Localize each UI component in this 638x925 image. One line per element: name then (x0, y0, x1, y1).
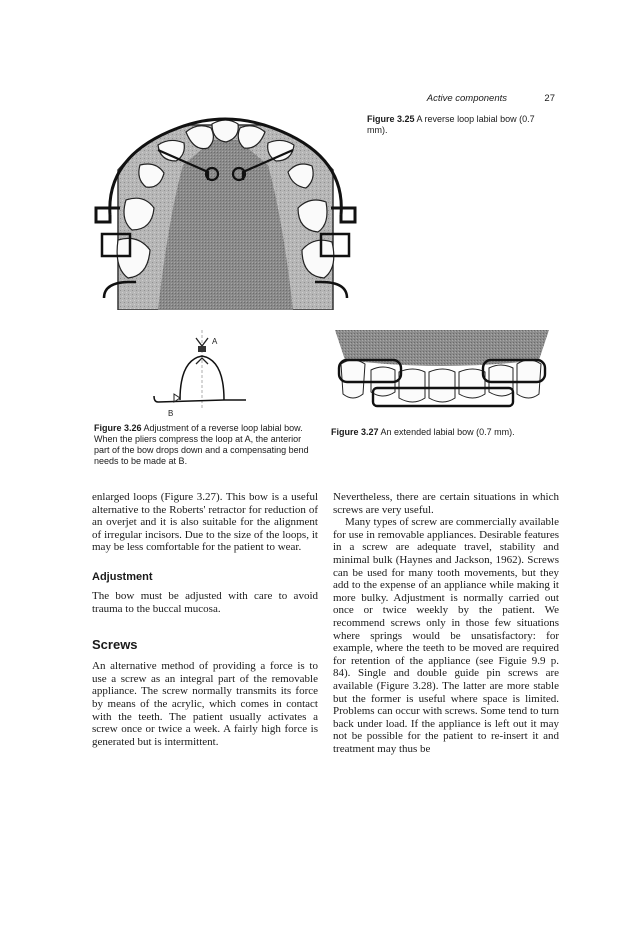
right-paragraph-2: Many types of screw are commercially available for use in removable appliances. Desirable features in a screw are adequate travel, stability and minimal bulk (Haynes and Jackson, 1962). Screws can be used for many tooth movements, but they add to the expense of an appliance while making it more bulky. Adjustment is normally carried out once or twice weekly by the patient. We recommend screws only in those few situations where springs would be unsatisfactory: for example, where the teeth to be moved are required for retention of the appliance (see Figuie 9.9 p. 84). Single and double guide pin screws are available (Figure 3.28). The latter are more stable but the former is useful where space is limited. Problems can occur with screws. Some tend to turn back under load. If the appliance is left out it may not be possible for the patient to re-insert it and treatment may thus be (333, 516, 559, 755)
adjustment-paragraph: The bow must be adjusted with care to avoid trauma to the buccal mucosa. (92, 589, 318, 615)
figure-3-26-label: Figure 3.26 (94, 423, 142, 433)
figure-3-27-caption-text: An extended labial bow (0.7 mm). (380, 427, 515, 437)
figure-3-25-caption (367, 114, 547, 136)
right-column (333, 491, 559, 755)
figure-3-26-caption-text: Adjustment of a reverse loop labial bow. When the pliers compress the loop at A, the anterior part of the bow drops down and a compensating bend needs to be made at B. (94, 423, 309, 466)
left-paragraph-1: enlarged loops (Figure 3.27). This bow is a useful alternative to the Roberts' retractor for reduction of an overjet and it is also suitable for the alignment of irregular incisors. Due to the size of the loops, it may be less comfortable for the patient to wear. (92, 491, 318, 554)
point-b-label: B (168, 409, 174, 418)
left-column (92, 491, 318, 748)
adjustment-heading: Adjustment (92, 570, 153, 583)
screws-heading: Screws (92, 637, 138, 653)
header-title: Active components (426, 93, 507, 104)
right-paragraph-1: Nevertheless, there are certain situations in which screws are very useful. (333, 491, 559, 516)
figure-3-25-illustration (88, 110, 363, 310)
figure-3-25-label: Figure 3.25 (367, 114, 415, 124)
figure-3-26-illustration (150, 330, 250, 420)
page-number: 27 (544, 93, 555, 104)
figure-3-27-label: Figure 3.27 (331, 427, 379, 437)
figure-3-26-caption (94, 423, 314, 467)
figure-3-25-caption-text: A reverse loop labial bow (0.7 mm). (367, 114, 535, 135)
running-header (405, 93, 555, 107)
figure-3-27-illustration (333, 330, 551, 415)
point-a-label: A (212, 337, 218, 346)
screws-paragraph: An alternative method of providing a force is to use a screw as an integral part of the removable appliance. The screw normally transmits its force by means of the acrylic, which comes in contact with the teeth. The patient usually activates a screw once or twice a week. A fairly high force is generated but is intermittent. (92, 660, 318, 748)
figure-3-27-caption (331, 427, 561, 438)
